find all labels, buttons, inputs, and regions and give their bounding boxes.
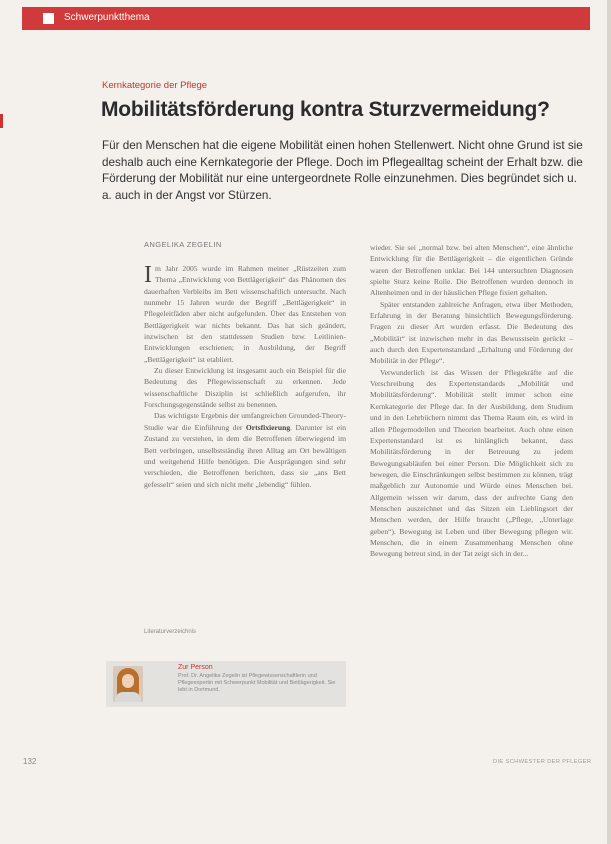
paragraph-3 [144,410,346,489]
article-kicker: Kernkategorie der Pflege [102,80,208,91]
paragraph-5: Später entstanden zahlreiche Anfragen, etwa über Methoden, Erfahrung in der Beratung hinsichtlich Bewegungsförderung. Fragen zu dieser Art wurden erfasst. Die Bedeutung des „Mobilität“ ist inzwischen mehr in das Bewusstsein gerückt – auch durch den Expertenstandard „Erhaltung und Förderung der Mobilität in der Pflege“. [370,299,573,366]
article-lead: Für den Menschen hat die eigene Mobilität einen hohen Stellenwert. Nicht ohne Grund ist sie deshalb auch eine Kernkategorie der Pflege. Doch im Pflegealltag scheint der Erhalt bzw. die Förderung der Mobilität nur eine untergeordnete Rolle einzunehmen. Dies begründet sich u. a. auch in der Angst vor Stürzen. [102,139,583,202]
text-column-left [144,263,346,490]
article-title: Mobilitätsförderung kontra Sturzvermeidung? [101,98,550,121]
paragraph-4: wieder. Sie sei „normal bzw. bei alten Menschen“, eine ähnliche Entwicklung für die Bettlägerigkeit – die eigentlichen Gründe waren der Betroffenen unklar. Bei 144 untersuchten Diagnosen spielte Sturz keine Rolle. Die Betroffenen wurden dennoch in Altenheimen und in der häuslichen Pflege fixiert gehalten. [370,243,573,298]
title-side-marker [0,114,3,128]
text-column-right [370,242,573,560]
page-number: 132 [23,757,37,766]
footer-issue: DIE SCHWESTER DER PFLEGER [493,759,592,765]
term-ortsfixierung: Ortsfixierung [245,422,291,432]
section-header-bar [22,7,590,30]
author-avatar [113,666,143,702]
paragraph-1-text: m Jahr 2005 wurde im Rahmen meiner „Rüstzeiten zum Thema „Entwicklung von Bettlägerigkeit“ das Phänomen des dauerhaften Verbleibs im Bett wissenschaftlich untersucht. Nach nunmehr 15 Jahren wurde der Begriff „Bettlägerigkeit“ in Pflegeleitfäden aber nicht aufgefunden. Über das Entstehen von Bettlägerigkeit war nichts bekannt. Das hat sich geändert, inzwischen ist den stattdessen Studien bzw. Leitlinien-Entwicklungen erschienen; in Ausbildung, der Begriff „Bettlägerigkeit“ ist etabliert. [144,264,346,364]
author-box-title: Zur Person [178,664,213,671]
paragraph-3-pre: Das wichtigste Ergebnis der umfangreichen Grounded-Theory-Studie war die Einführung der [144,411,346,432]
section-square-icon [43,13,54,24]
footnote-literature: Literaturverzeichnis [144,629,197,635]
author-box-text: Prof. Dr. Angelika Zegelin ist Pflegewissenschaftlerin und Pflegeexpertin mit Schwerpunkt Mobilität und Bettlägerigkeit. Sie lebt in Dortmund. [178,673,336,693]
article-author: ANGELIKA ZEGELIN [144,240,222,249]
paragraph-1 [144,263,346,365]
section-label: Schwerpunktthema [64,12,150,23]
paragraph-3-post: . Darunter ist ein Zustand zu verstehen, in dem die Betroffenen überwiegend im Bett verbringen, unselbstständig ihren Alltag am Ort bewältigen und weitgehend Hilfe benötigen. Die Ausprägungen sind sehr verschieden, die Betroffenen berichten, dass sie „ans Bett gefesselt“ seien und sich nicht mehr „lebendig“ fühlen. [144,422,346,489]
paragraph-6: Verwunderlich ist das Wissen der Pflegekräfte auf die Verschreibung des Expertenstandards „Mobilität und Mobilitätsförderung“. Mobilität stellt immer schon eine Kernkategorie der Pflege dar. In der Ausbildung, dem Studium und in den Lehrbüchern nimmt das Thema Raum ein, es wird in allen Pflegemodellen und Theorien bearbeitet. Auch ohne einen Expertenstandard ist es hinlänglich bekannt, dass Mobilitätsförderung in der Betreuung zu jedem Bewegungsabläufen bei einer Person. Die Möglichkeit sich zu bewegen, die Einschränkungen selbst bestimmen zu können, trägt maßgeblich zur Autonomie und Würde eines Menschen bei. Allgemein wissen wir darum, dass der aufrechte Gang den Menschen auszeichnet und das Sitzen ein Lieblingsort der Menschen werden, der Hilfe braucht („Pflege, „Unterlage geben“). Bewegung ist Leben und über Bewegung pflegen wir. Menschen, die in einem Zusammenhang Menschen ohne Bewegung betreut sind, in der Tat zeigt sich in der... [370,367,573,559]
author-info-box [106,661,346,707]
drop-cap: I [144,262,152,288]
paragraph-2: Zu dieser Entwicklung ist insgesamt auch ein Beispiel für die Bedeutung des Pflegewissenschaft zu erkennen. Jede wissenschaftliche Disziplin ist schließlich aufgerufen, ihr Forschungsgegenstände selbst zu benennen. [144,366,346,410]
page-edge [607,0,611,844]
